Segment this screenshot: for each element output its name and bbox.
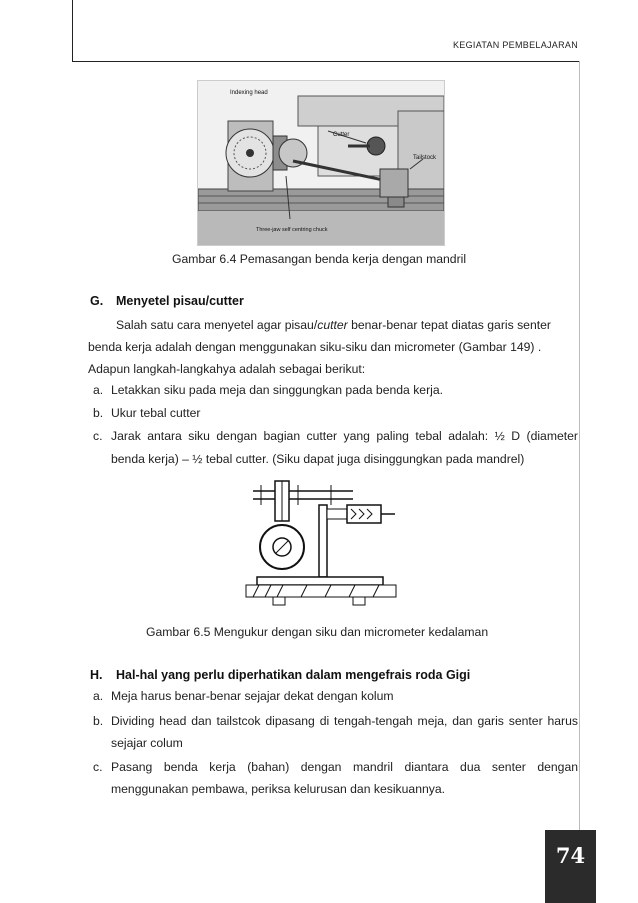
- section-g-para-line2: benda kerja adalah dengan menggunakan siku-siku dan micrometer (Gambar 149) .: [88, 340, 542, 354]
- figure-milling-setup: [197, 80, 445, 246]
- frame-right-line: [579, 61, 580, 903]
- page-number-badge: 74: [545, 830, 596, 903]
- list-marker: c.: [93, 760, 103, 774]
- list-text: Pasang benda kerja (bahan) dengan mandril diantara dua senter dengan menggunakan pembawa, periksa kelurusan dan kesikuannya.: [111, 760, 578, 796]
- list-marker: a.: [93, 689, 104, 703]
- section-h-letter: H.: [90, 668, 103, 682]
- figure-6-4-caption: Gambar 6.4 Pemasangan benda kerja dengan mandril: [172, 252, 467, 266]
- list-text: Dividing head dan tailstcok dipasang di tengah-tengah meja, dan garis senter harus sejajar colum: [111, 714, 578, 750]
- milling-machine-illustration: [198, 81, 444, 245]
- label-indexing-head: Indexing head: [230, 90, 268, 96]
- list-marker: a.: [93, 383, 104, 397]
- list-marker: b.: [93, 714, 104, 728]
- list-marker: c.: [93, 429, 103, 443]
- section-h-item-c: [93, 756, 578, 800]
- section-g-item-c: [93, 425, 578, 469]
- header-title: KEGIATAN PEMBELAJARAN: [453, 40, 578, 50]
- para-line1-post: benar-benar tepat diatas garis senter: [347, 318, 551, 332]
- para-line1-pre: Salah satu cara menyetel agar pisau/: [116, 318, 318, 332]
- micrometer-illustration: [243, 479, 397, 608]
- section-h-title: Hal-hal yang perlu diperhatikan dalam mengefrais roda Gigi: [116, 668, 471, 682]
- list-text: Ukur tebal cutter: [111, 406, 201, 420]
- section-h-item-a: [93, 686, 578, 707]
- list-text: Letakkan siku pada meja dan singgungkan pada benda kerja.: [111, 383, 444, 397]
- frame-vertical-line: [72, 0, 73, 62]
- label-cutter: Cutter: [333, 132, 350, 138]
- section-g-letter: G.: [90, 294, 104, 308]
- figure-6-5-caption: Gambar 6.5 Mengukur dengan siku dan micrometer kedalaman: [146, 625, 489, 639]
- list-text: Jarak antara siku dengan bagian cutter yang paling tebal adalah: ½ D (diameter benda kerja) – ½ tebal cutter. (Siku dapat juga disinggungkan pada mandrel): [111, 429, 578, 466]
- figure-micrometer-setup: [243, 479, 397, 608]
- list-marker: b.: [93, 406, 104, 420]
- section-h-item-b: [93, 710, 578, 754]
- list-text: Meja harus benar-benar sejajar dekat dengan kolum: [111, 689, 394, 703]
- section-g-para-line1: [116, 314, 578, 336]
- section-g-title: Menyetel pisau/cutter: [116, 294, 244, 308]
- para-line1-italic: cutter: [317, 318, 348, 332]
- header-rule: [72, 61, 580, 62]
- label-tailstock: Tailstock: [413, 155, 437, 161]
- section-g-para-line3: Adapun langkah-langkahya adalah sebagai berikut:: [88, 362, 366, 376]
- section-g-item-b: [93, 403, 578, 424]
- label-chuck: Three-jaw self centring chuck: [256, 227, 328, 233]
- section-g-item-a: [93, 380, 578, 401]
